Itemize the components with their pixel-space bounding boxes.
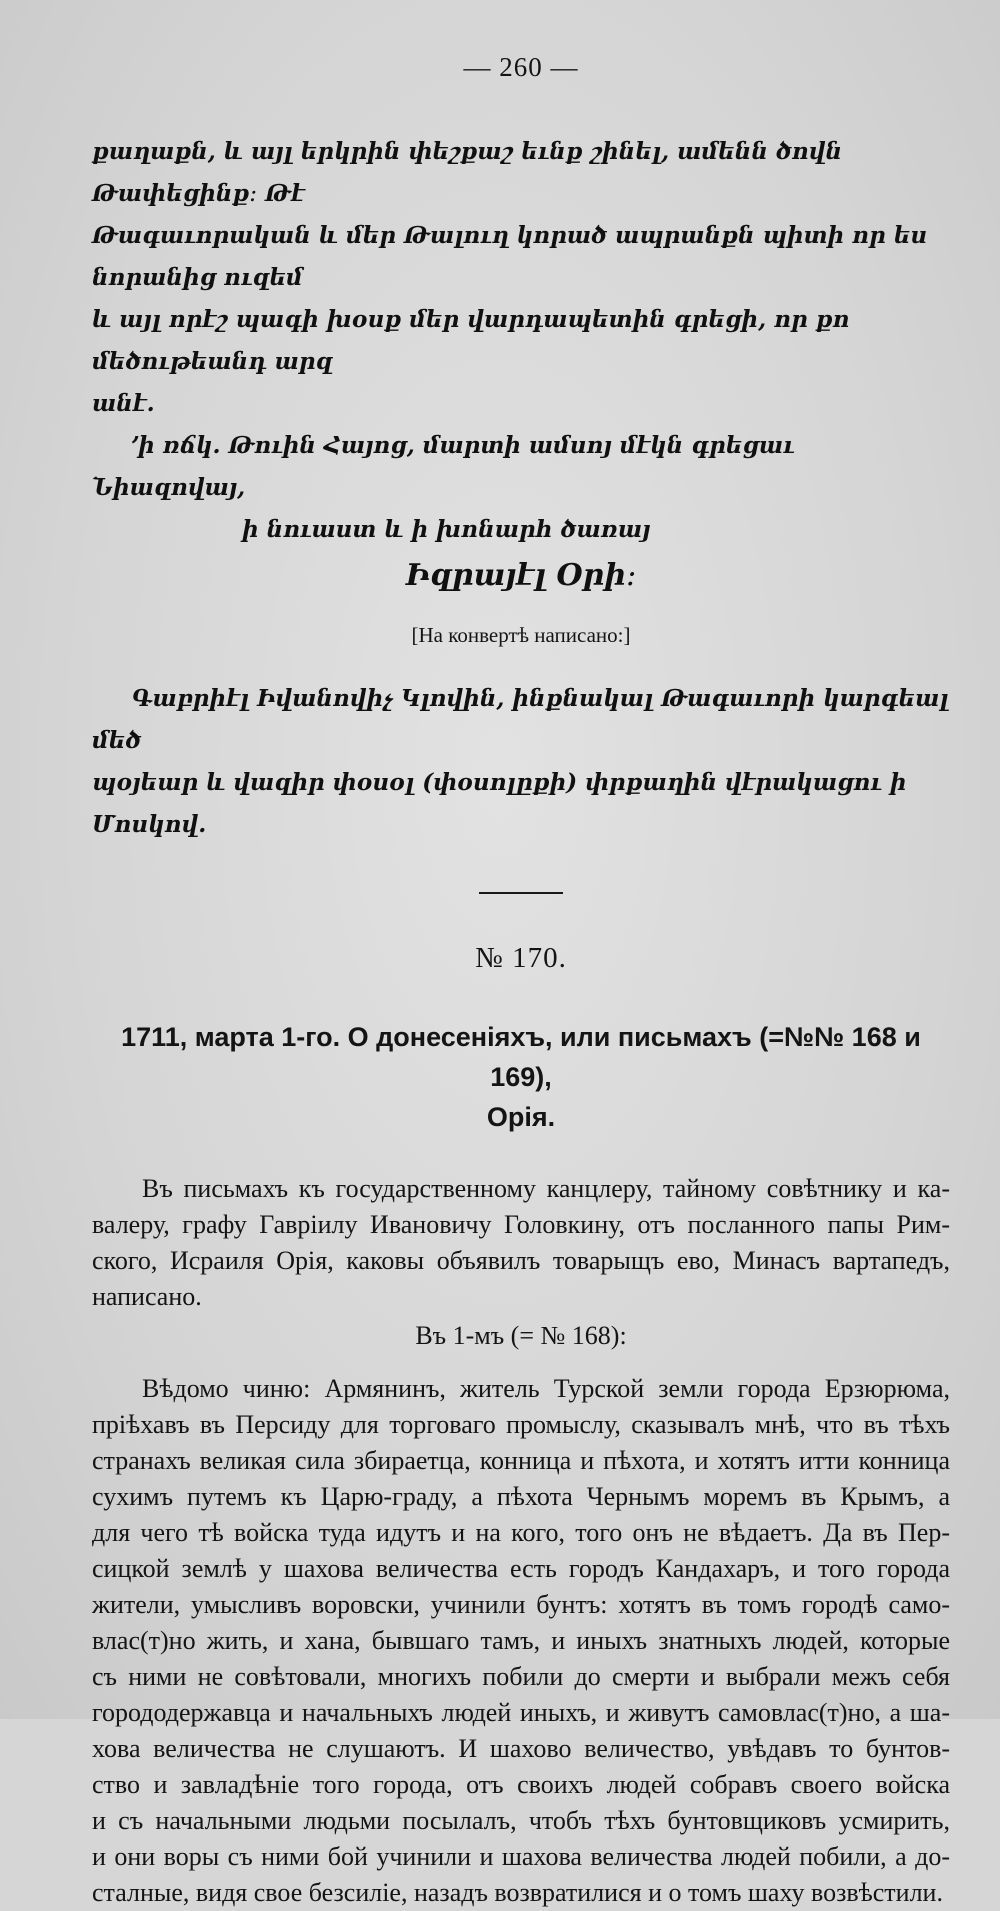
text-line: сицкой землѣ у шахова величества есть городъ Кандахаръ, и того города: [92, 1554, 950, 1583]
armenian-address: [92, 678, 950, 846]
heading-line: 1711, марта 1-го. О донесеніяхъ, или письмахъ (=№№ 168 и 169),: [121, 1022, 921, 1092]
armenian-line: և այլ որէշ պագի խօսք մեր վարդապետին գրեցի, որ քո մեծութեանդ արզ: [92, 306, 850, 375]
text-line: написано.: [92, 1282, 202, 1311]
main-paragraph: [92, 1371, 950, 1911]
heading-line: Орія.: [486, 1102, 556, 1132]
text-line: для чего тѣ войска туда идутъ и на кого, того онъ не вѣдаетъ. Да въ Пер-: [92, 1518, 950, 1547]
text-line: Вѣдомо чиню: Армянинъ, житель Турской земли города Ерзюрюма,: [142, 1374, 950, 1403]
section-divider: [479, 892, 563, 894]
intro-paragraph: [92, 1171, 950, 1315]
text-line: ского, Исраиля Орія, каковы объявилъ товарыщъ ево, Минасъ вартапедъ,: [92, 1246, 950, 1275]
page-number: — 260 —: [463, 52, 579, 82]
text-line: горододержавца и начальныхъ людей иныхъ, и живутъ самовлас(т)но, а ша-: [92, 1698, 950, 1727]
armenian-line: Թագաւորական և մեր Թալուղ կորած ապրանքն պիտի որ ես նորանից ուզեմ: [92, 222, 928, 291]
armenian-signature: Իզրայէլ Օրի։: [405, 558, 637, 593]
armenian-closing: ի նուաստ և ի խոնարհ ծառայ: [242, 516, 651, 543]
armenian-address-line: պօյեար և վազիր փօսօլ (փօսոլըքի) փրքաղին վէրակացու ի Մոսկով.: [92, 769, 907, 838]
armenian-line: քաղաքն, և այլ երկրին փեշքաշ եւնք շինել, ամենն ծովն Թափեցինք։ Թէ: [92, 138, 843, 207]
text-line: пріѣхавъ въ Персиду для торговаго промыслу, сказывалъ мнѣ, что въ тѣхъ: [92, 1410, 950, 1439]
text-line: валеру, графу Гавріилу Ивановичу Головкину, отъ посланного папы Рим-: [92, 1210, 950, 1239]
text-line: хова величества не слушаютъ. И шахово величество, увѣдавъ то бунтов-: [92, 1734, 950, 1763]
subheading: Въ 1-мъ (= № 168):: [415, 1321, 627, 1350]
text-line: сухимъ путемъ къ Царю-граду, а пѣхота Чернымъ моремъ въ Крымъ, а: [92, 1482, 950, 1511]
armenian-dateline: ՚ի ռճկ. Թուին Հայոց, մարտի ամսոյ մէկն գրեցաւ Նիազովայ,: [92, 432, 795, 501]
text-line: странахъ великая сила збираетца, конница и пѣхота, и хотятъ итти конница: [92, 1446, 950, 1475]
text-line: и съ начальными людьми посылалъ, чтобъ тѣхъ бунтовщиковъ усмирить,: [92, 1806, 950, 1835]
armenian-line: անէ.: [92, 390, 155, 417]
text-line: и они воры съ ними бой учинили и шахова величества людей побили, а до-: [92, 1842, 950, 1871]
envelope-note: [На конвертѣ написано:]: [411, 623, 631, 647]
armenian-address-line: Գաբրիէլ Իվանովիչ Կլովին, ինքնակալ Թագաւորի կարգեալ մեծ: [92, 685, 949, 754]
text-line: съ ними не совѣтовали, многихъ побили до смерти и выбрали межъ себя: [92, 1662, 950, 1691]
document-number: № 170.: [475, 942, 567, 974]
text-line: Въ письмахъ къ государственному канцлеру, тайному совѣтнику и ка-: [142, 1174, 950, 1203]
document-heading: [92, 1017, 950, 1137]
text-line: жители, умысливъ воровски, учинили бунтъ: хотятъ въ томъ городѣ само-: [92, 1590, 950, 1619]
text-line: влас(т)но жить, и хана, бывшаго тамъ, и иныхъ знатныхъ людей, которые: [92, 1626, 950, 1655]
text-line: ство и завладѣніе того города, отъ своихъ людей собравъ своего войска: [92, 1770, 950, 1799]
text-line: сталные, видя свое безсиліе, назадъ возвратилися и о томъ шаху возвѣстили.: [92, 1878, 943, 1907]
armenian-letter: [92, 131, 950, 597]
